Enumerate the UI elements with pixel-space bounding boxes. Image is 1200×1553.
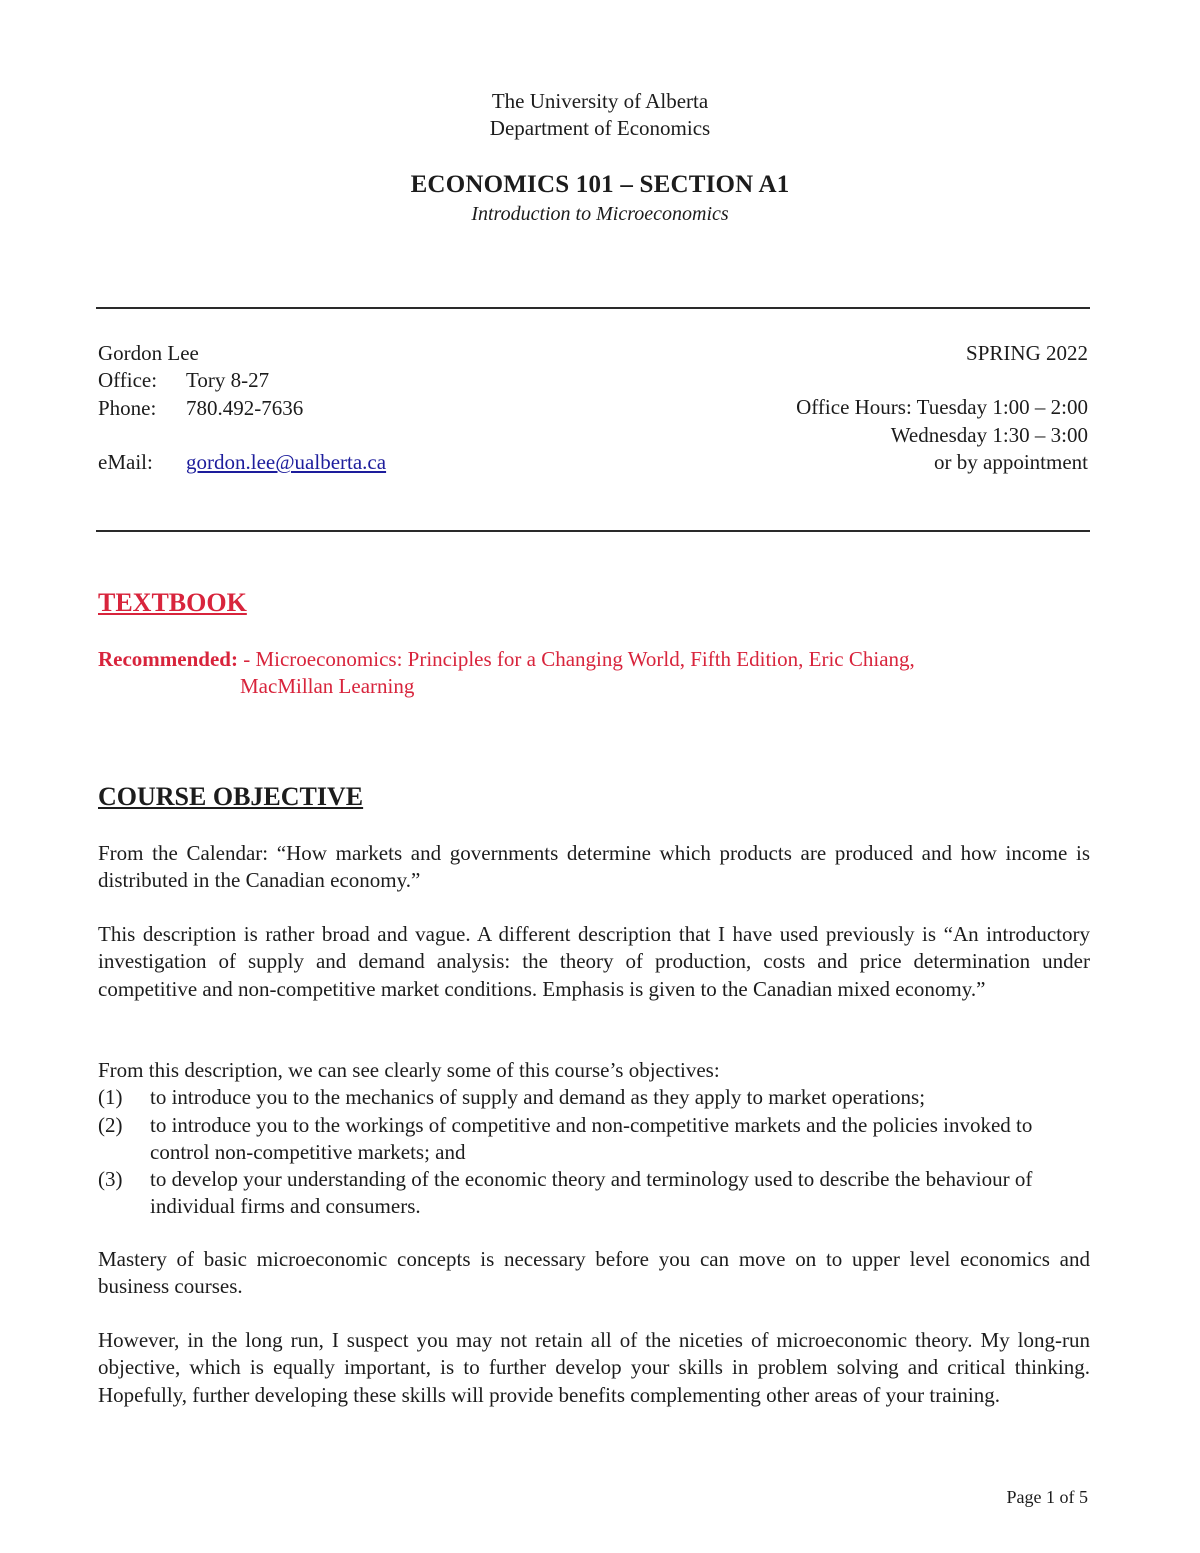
page-number: Page 1 of 5	[1006, 1487, 1088, 1507]
objective-paragraph-3: Mastery of basic microeconomic concepts is necessary before you can move on to upper level economics and business courses.	[98, 1247, 1090, 1299]
objective-paragraph-4: However, in the long run, I suspect you may not retain all of the niceties of microeconomic theory. My long-run objective, which is equally important, is to further develop your skills in problem solving and critical thinking. Hopefully, further developing these skills will provide benefits complementing other areas of your training.	[98, 1328, 1090, 1407]
objective-paragraph-1: From the Calendar: “How markets and governments determine which products are produced and how income is distributed in the Canadian economy.”	[98, 841, 1090, 893]
office-label: Office:	[98, 368, 158, 393]
list-item	[98, 1112, 1090, 1167]
course-title: ECONOMICS 101 – SECTION A1	[410, 171, 790, 198]
schedule-info	[600, 340, 1088, 477]
email-label: eMail:	[98, 450, 153, 475]
office-row	[98, 367, 598, 394]
phone-row	[98, 395, 598, 422]
textbook-recommendation	[98, 646, 1090, 701]
textbook-line-2: MacMillan Learning	[240, 674, 415, 699]
email-link[interactable]: gordon.lee@ualberta.ca	[186, 450, 387, 475]
office-hours-line-2: Wednesday 1:30 – 3:00	[890, 422, 1088, 447]
list-item-number: (1)	[98, 1085, 123, 1110]
list-item-text: to introduce you to the workings of competitive and non-competitive markets and the policies invoked to control non-competitive markets; and	[150, 1112, 1033, 1164]
department-name: Department of Economics	[489, 116, 711, 140]
list-item-text: to develop your understanding of the economic theory and terminology used to describe the behaviour of individual firms and consumers.	[150, 1167, 1033, 1219]
instructor-name: Gordon Lee	[98, 341, 199, 365]
email-row	[98, 449, 598, 476]
list-item	[98, 1084, 1090, 1111]
course-subtitle: Introduction to Microeconomics	[471, 203, 729, 225]
university-name: The University of Alberta	[491, 89, 709, 113]
textbook-line-1: - Microeconomics: Principles for a Changing World, Fifth Edition, Eric Chiang,	[237, 647, 915, 671]
list-item	[98, 1166, 1090, 1221]
phone-label: Phone:	[98, 395, 157, 420]
office-hours-line-3: or by appointment	[934, 450, 1088, 475]
list-item-number: (2)	[98, 1112, 123, 1137]
textbook-heading: TEXTBOOK	[98, 588, 247, 617]
objective-paragraph-2: This description is rather broad and vague. A different description that I have used previously is “An introductory investigation of supply and demand analysis: the theory of production, costs and price determination under competitive and non-competitive market conditions. Emphasis is given to the Canadian mixed economy.”	[98, 922, 1090, 1001]
term: SPRING 2022	[966, 341, 1088, 365]
top-divider	[96, 307, 1090, 309]
office-value: Tory 8-27	[186, 368, 270, 393]
office-hours-line-1: Office Hours: Tuesday 1:00 – 2:00	[796, 395, 1088, 420]
list-intro: From this description, we can see clearly some of this course’s objectives:	[98, 1058, 720, 1082]
objective-list	[98, 1057, 1090, 1221]
phone-value: 780.492-7636	[186, 395, 304, 420]
list-item-number: (3)	[98, 1167, 123, 1192]
bottom-divider	[96, 530, 1090, 532]
instructor-info	[98, 340, 598, 477]
recommended-label: Recommended:	[98, 647, 238, 671]
list-item-text: to introduce you to the mechanics of supply and demand as they apply to market operations;	[150, 1085, 926, 1110]
course-objective-heading: COURSE OBJECTIVE	[98, 782, 364, 811]
